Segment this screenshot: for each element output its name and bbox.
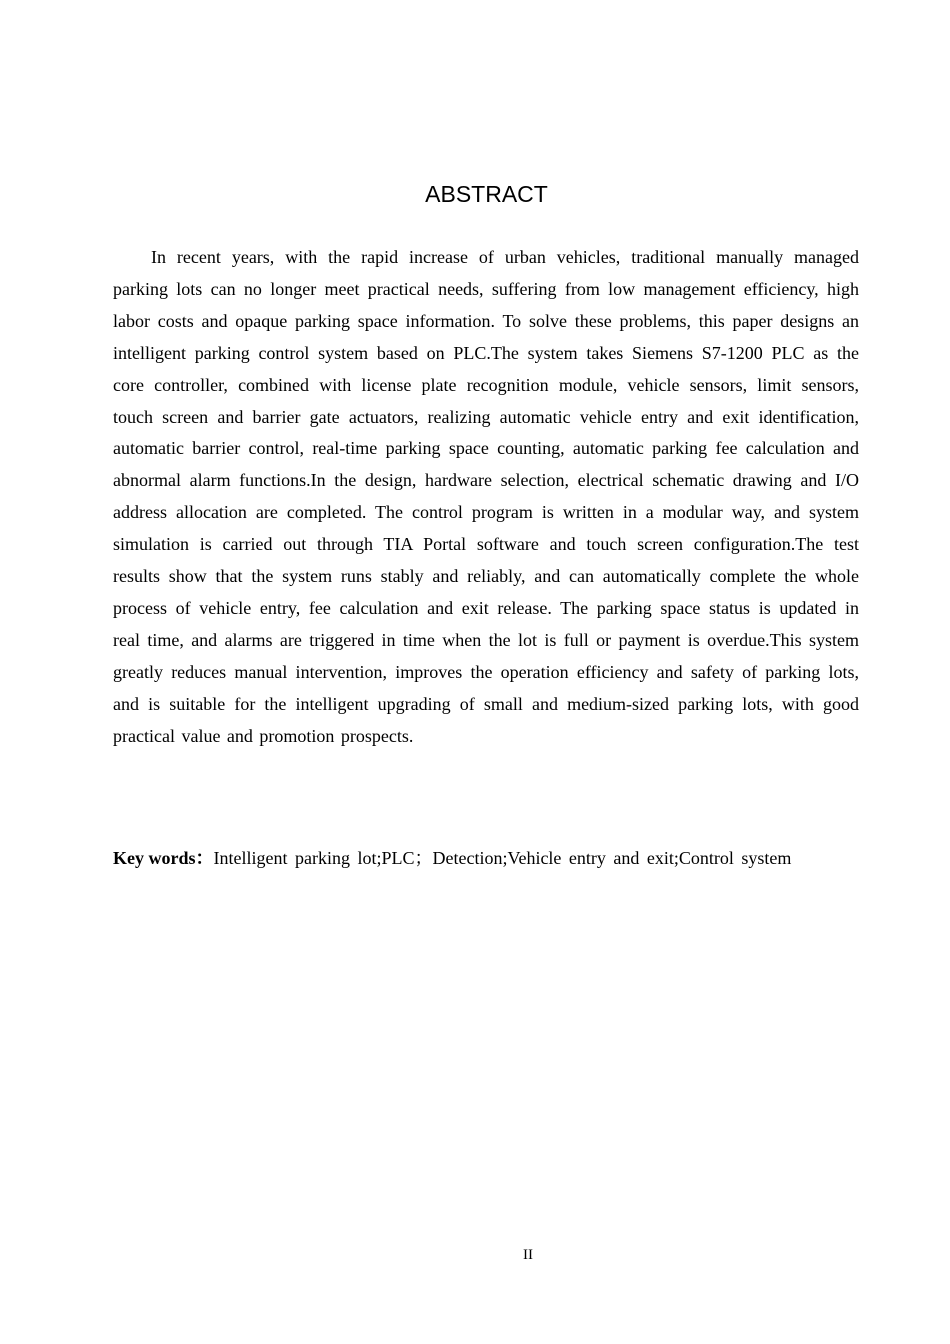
abstract-body: In recent years, with the rapid increase of urban vehicles, traditional manually managed parking lots can no longer meet practical needs, suffering from low management efficiency, high labor costs and opaque parking space information. To solve these problems, this paper designs an intelligent parking control system based on PLC.The system takes Siemens S7-1200 PLC as the core controller, combined with license plate recognition module, vehicle sensors, limit sensors, touch screen and barrier gate actuators, realizing automatic vehicle entry and exit identification, automatic barrier control, real-time parking space counting, automatic parking fee calculation and abnormal alarm functions.In the design, hardware selection, electrical schematic drawing and I/O address allocation are completed. The control program is written in a modular way, and system simulation is carried out through TIA Portal software and touch screen configuration.The test results show that the system runs stably and reliably, and can automatically complete the whole process of vehicle entry, fee calculation and exit release. The parking space status is updated in real time, and alarms are triggered in time when the lot is full or payment is overdue.This system greatly reduces manual intervention, improves the operation efficiency and safety of parking lots, and is suitable for the intelligent upgrading of small and medium-sized parking lots, with good practical value and promotion prospects. [113, 247, 859, 746]
page-number: II [523, 1247, 533, 1263]
keywords-line [113, 842, 893, 874]
keywords-label: Key words： [113, 848, 214, 868]
abstract-title: ABSTRACT [425, 181, 548, 207]
keywords-text: Intelligent parking lot;PLC；Detection;Vehicle entry and exit;Control system [213, 848, 792, 868]
